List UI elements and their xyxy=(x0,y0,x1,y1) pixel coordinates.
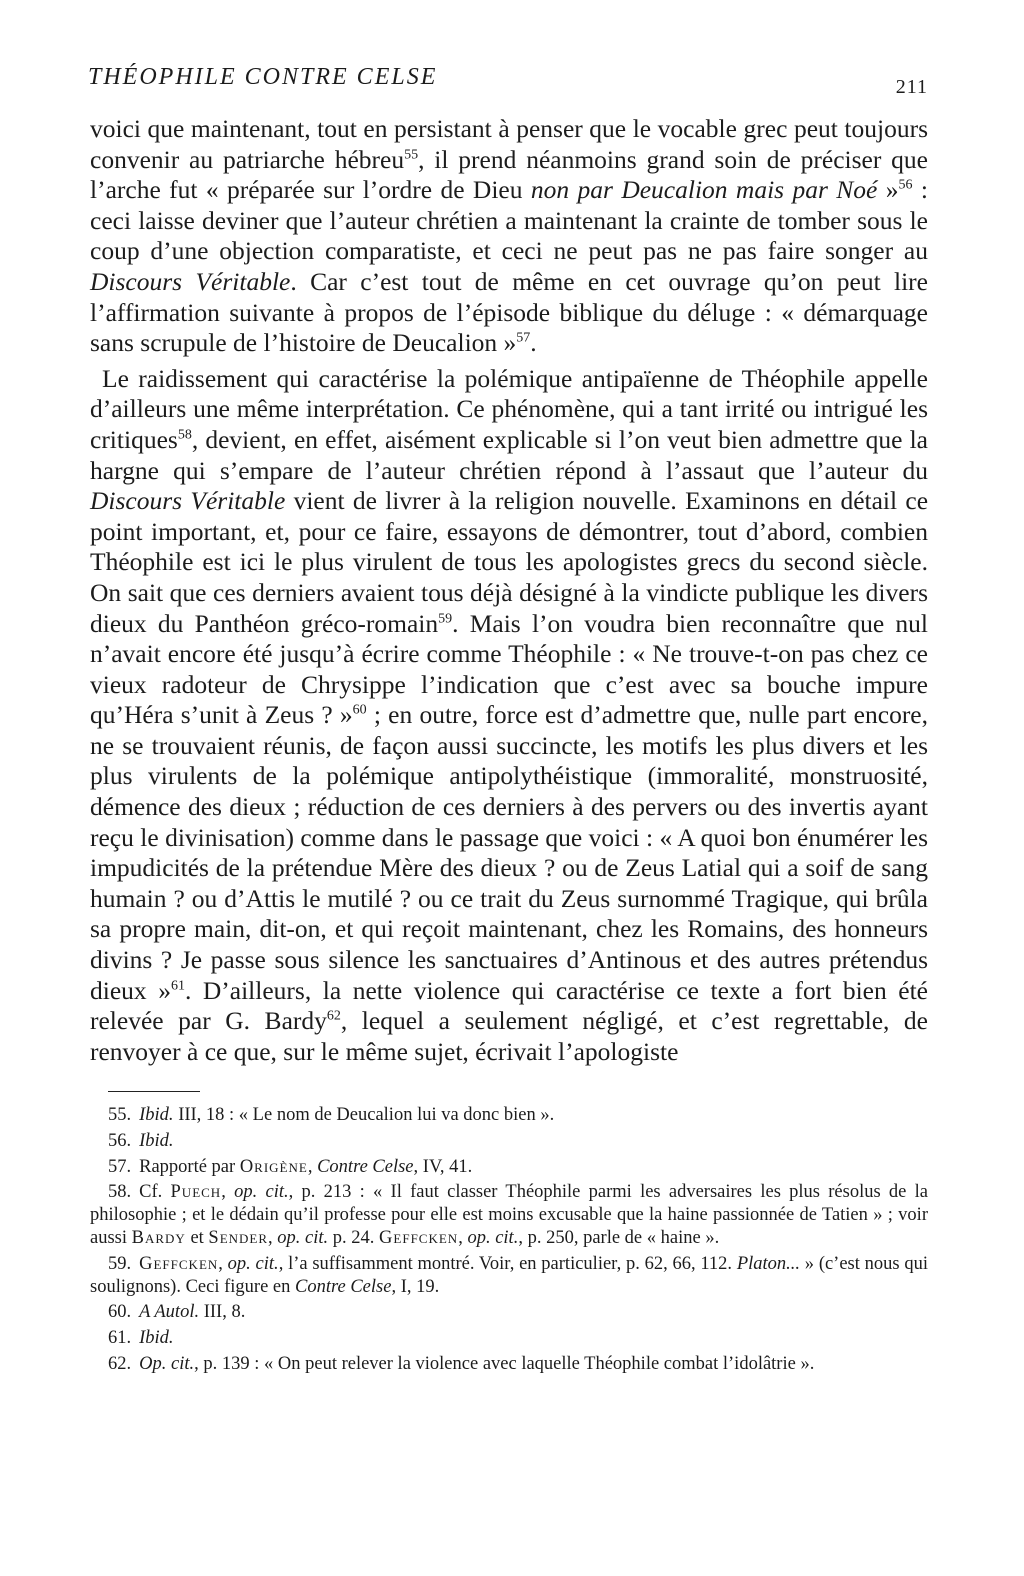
author-name: Geffcken xyxy=(379,1227,459,1248)
running-title: THÉOPHILE CONTRE CELSE xyxy=(88,64,438,90)
main-text xyxy=(90,114,928,1067)
text-run: Le raidissement qui caractérise la polémique antipaïenne de Théophile appelle d’ailleurs une même interprétation. Ce phénomène, qui a tant irrité ou intrigué les critiques xyxy=(90,363,928,454)
italic-ref: Ibid. xyxy=(139,1105,174,1125)
text-run: Cf. xyxy=(139,1182,171,1203)
text-run: , lequel a seulement négligé, et c’est regrettable, de renvoyer à ce que, sur le même sujet, écrivait l’apologiste xyxy=(90,1006,928,1066)
footnote-56 xyxy=(90,1130,928,1153)
text-run: » (c’est nous qui soulignons). Ceci figure en xyxy=(90,1253,929,1297)
footnote-number: 61. xyxy=(108,1328,132,1349)
footnote-ref-58: 58 xyxy=(177,427,192,443)
text-run: ; en outre, force est d’admettre que, nulle part encore, ne se trouvaient réunis, de façon aussi succincte, les motifs les plus divers et les plus virulents de la polémique antipolythéistique (immoralité, monstruosité, démence des dieux ; réduction de ces derniers à des pervers ou des invertis ayant reçu le divinisation) comme dans le passage que voici : « A quoi bon énumérer les impudicités de la prétendue Mère des dieux ? ou de Zeus Latial qui a soif de sang humain ? ou d’Attis le mutilé ? ou ce trait du Zeus surnommé Tragique, qui brûla sa propre main, dit-on, et qui reçoit maintenant, chez les Romains, des honneurs divins ? Je passe sous silence les sanctuaires d’Antinous et des autres prétendus dieux » xyxy=(90,700,928,1005)
footnote-number: 58. xyxy=(108,1182,132,1203)
author-name: Puech xyxy=(170,1182,222,1203)
text-run: . D’ailleurs, la nette violence qui caractérise ce texte a fort bien été relevée par G. Bardy xyxy=(90,975,928,1036)
text-run: . xyxy=(530,328,537,358)
page-number: 211 xyxy=(895,76,928,98)
footnotes xyxy=(90,1104,928,1376)
text-run: . Car c’est tout de même en cet ouvrage qu’on peut lire l’affirmation suivante à propos de l’épisode biblique du déluge : « démarquage sans scrupule de l’histoire de Deucalion » xyxy=(90,266,928,358)
text-run: , devient, en effet, aisément explicable si l’on veut bien admettre que la hargne qui s’empare de l’auteur chrétien répond à l’assaut que l’auteur du xyxy=(90,424,928,485)
italic-ref: op. cit. xyxy=(227,1253,279,1274)
footnote-number: 57. xyxy=(108,1156,132,1177)
text-run: , xyxy=(307,1156,318,1177)
footnote-number: 59. xyxy=(108,1253,132,1274)
footnote-ref-56: 56 xyxy=(898,177,913,193)
footnote-number: 60. xyxy=(108,1302,132,1323)
italic-title: A Autol. xyxy=(139,1302,200,1323)
author-name: Geffcken xyxy=(139,1253,219,1274)
text-run: , l’a suffisamment montré. Voir, en particulier, p. 62, 66, 112. xyxy=(278,1253,737,1274)
text-run: , p. 213 : « Il faut classer Théophile parmi les adversaires les plus résolus de la philosophie ; et le dédain qu’il professe pour elle est moins excusable que la haine passionnée de Tatien » ; voir aussi xyxy=(90,1182,929,1248)
footnote-60 xyxy=(90,1301,928,1324)
text-run: III, 8. xyxy=(199,1302,246,1323)
text-run: . Mais l’on voudra bien reconnaître que nul n’avait encore été jusqu’à écrire comme Théophile : « Ne trouve-t-on pas chez ce vieux radoteur de Chrysippe l’indication que c’est avec sa bouche impure qu’Héra s’unit à Zeus ? » xyxy=(90,608,928,730)
italic-title: Discours Véritable xyxy=(90,266,291,296)
text-run: III, 18 : « Le nom de Deucalion lui va donc bien ». xyxy=(173,1105,555,1125)
text-run: » xyxy=(877,175,899,205)
footnote-58 xyxy=(90,1181,928,1249)
footnote-ref-59: 59 xyxy=(438,611,453,626)
footnote-57 xyxy=(90,1156,928,1179)
text-run: vient de livrer à la religion nouvelle. Examinons en détail ce point important, et, pour ce faire, essayons de démontrer, tout d’abord, combien Théophile est ici le plus virulent de tous les apologistes grecs du second siècle. On sait que ces derniers avaient tous déjà désigné à la vindicte publique les divers dieux du Panthéon gréco-romain xyxy=(90,486,929,638)
text-run: , il prend néanmoins grand soin de préciser que l’arche fut « préparée sur l’ordre de Dieu xyxy=(90,144,928,205)
italic-title: Contre Celse xyxy=(317,1156,414,1177)
author-name: Bardy xyxy=(131,1227,186,1248)
text-run: , p. 139 : « On peut relever la violence avec laquelle Théophile combat l’idolâtrie ». xyxy=(194,1353,815,1374)
italic-phrase: Platon... xyxy=(736,1253,801,1274)
author-name: Sender xyxy=(208,1227,269,1248)
footnote-62 xyxy=(90,1353,928,1376)
footnote-ref-60: 60 xyxy=(352,702,367,718)
text-run: , xyxy=(221,1182,235,1203)
text-run: Rapporté par xyxy=(139,1156,240,1177)
footnote-55 xyxy=(90,1104,928,1127)
italic-ref: op. cit. xyxy=(277,1227,329,1248)
italic-phrase: non par Deucalion mais par Noé xyxy=(530,175,878,205)
footnote-ref-57: 57 xyxy=(516,330,531,346)
text-run: , xyxy=(458,1227,468,1248)
text-run: p. 24. xyxy=(328,1227,380,1248)
footnote-59 xyxy=(90,1253,928,1299)
footnote-ref-62: 62 xyxy=(326,1008,341,1024)
footnote-number: 56. xyxy=(108,1130,132,1151)
italic-ref: Op. cit. xyxy=(139,1353,195,1374)
footnote-ref-61: 61 xyxy=(170,978,185,994)
footnote-number: 62. xyxy=(108,1353,132,1374)
text-run: , xyxy=(268,1227,278,1248)
text-run: : ceci laisse deviner que l’auteur chrétien a maintenant la crainte de tomber sous le coup d’une objection comparatiste, et ceci ne peut pas ne pas faire songer au xyxy=(90,175,928,266)
paragraph-1 xyxy=(90,114,928,359)
italic-ref: Ibid. xyxy=(139,1328,174,1349)
text-run: voici que maintenant, tout en persistant à penser que le vocable grec peut toujours convenir au patriarche hébreu xyxy=(90,114,928,174)
paragraph-2 xyxy=(90,364,928,1068)
text-run: , xyxy=(218,1253,228,1274)
text-run: et xyxy=(185,1227,209,1248)
footnote-number: 55. xyxy=(108,1105,132,1125)
italic-title: Contre Celse xyxy=(295,1276,392,1297)
text-run: , p. 250, parle de « haine ». xyxy=(518,1227,720,1248)
italic-ref: Ibid. xyxy=(139,1130,174,1151)
italic-title: Discours Véritable xyxy=(90,486,286,516)
author-name: Origène xyxy=(239,1156,308,1177)
text-run: , IV, 41. xyxy=(413,1156,473,1177)
italic-ref: op. cit. xyxy=(234,1182,289,1203)
italic-ref: op. cit. xyxy=(467,1227,519,1248)
text-run: , I, 19. xyxy=(391,1276,440,1297)
footnote-separator xyxy=(108,1091,200,1092)
footnote-ref-55: 55 xyxy=(404,147,419,163)
footnote-61 xyxy=(90,1327,928,1350)
